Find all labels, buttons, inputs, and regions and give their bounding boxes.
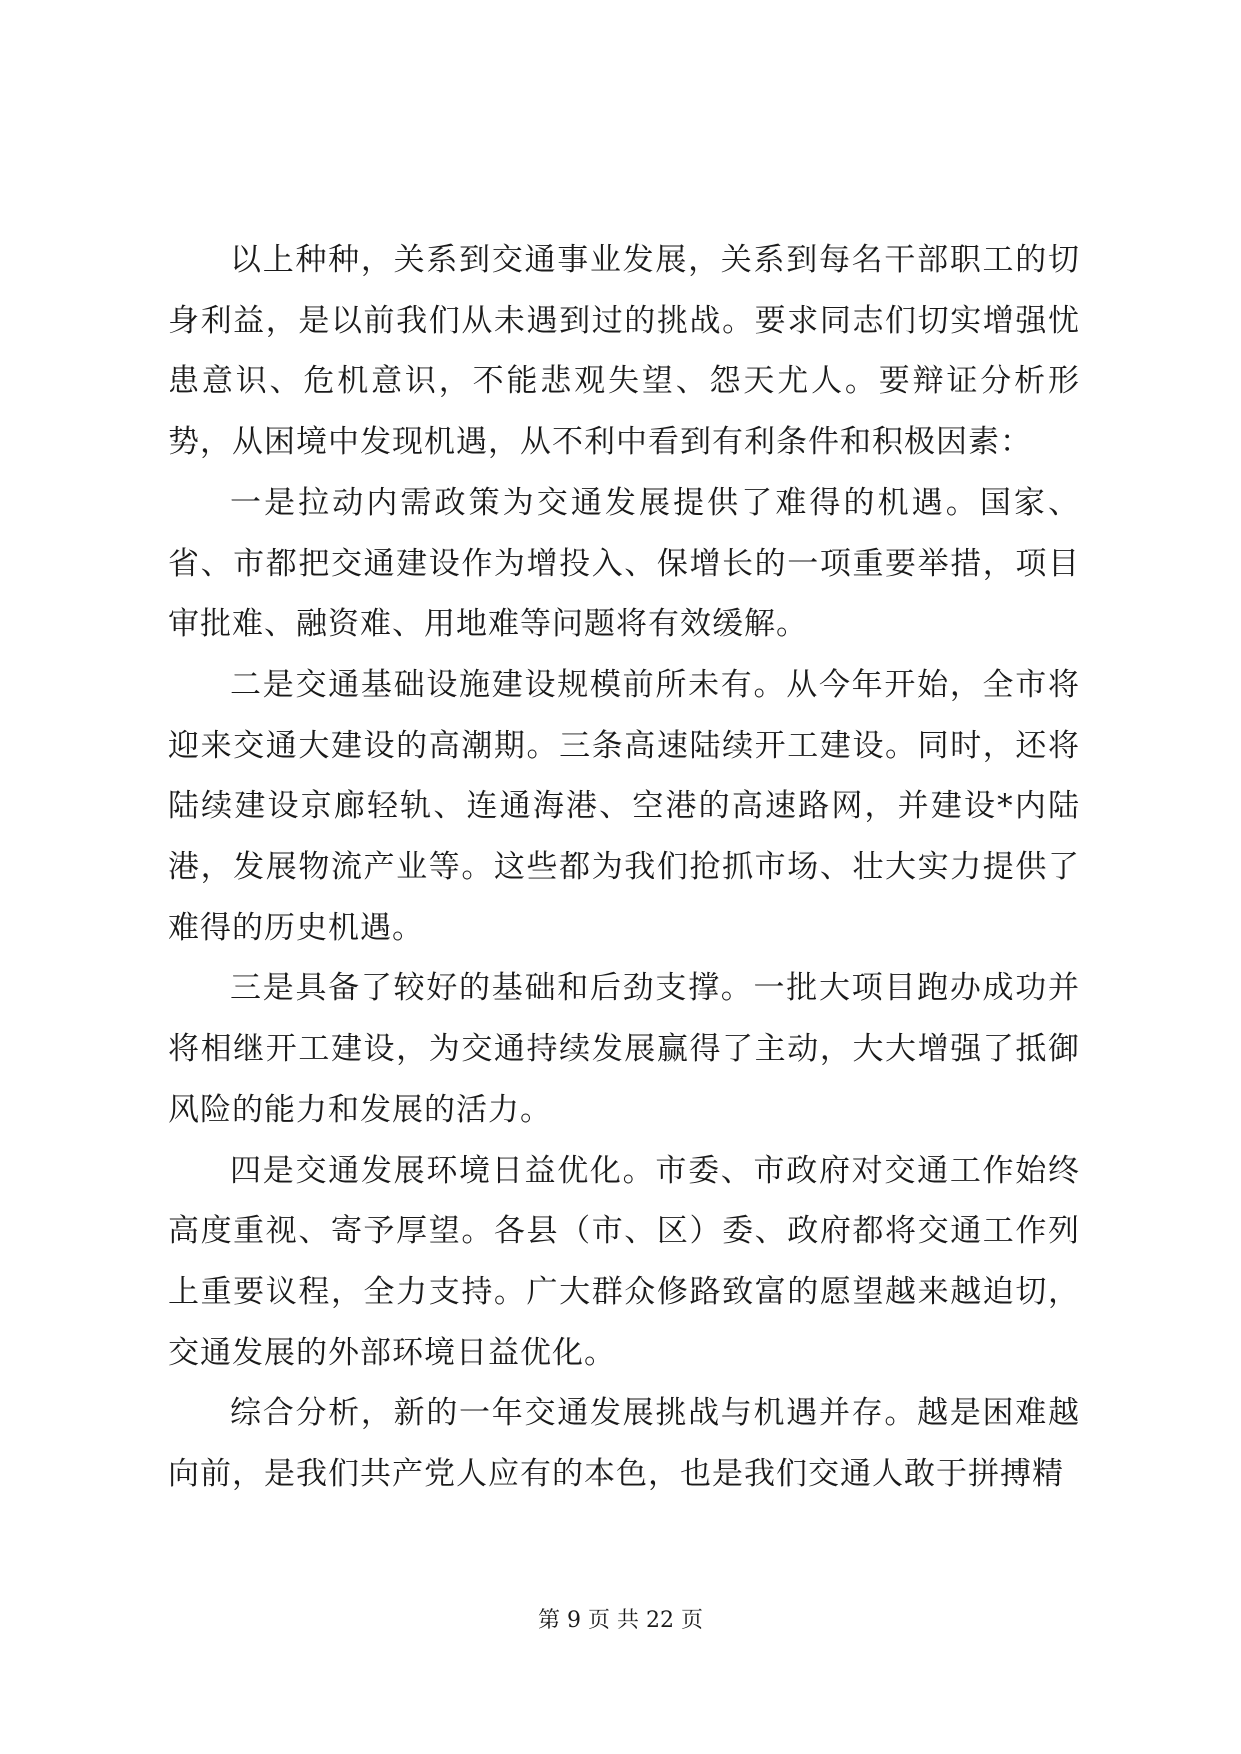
paragraph-point-one: 一是拉动内需政策为交通发展提供了难得的机遇。国家、省、市都把交通建设作为增投入、保增长的一项重要举措，项目审批难、融资难、用地难等问题将有效缓解。	[168, 484, 1080, 643]
document-body	[168, 230, 1080, 1505]
paragraph-point-two: 二是交通基础设施建设规模前所未有。从今年开始，全市将迎来交通大建设的高潮期。三条高速陆续开工建设。同时，还将陆续建设京廊轻轨、连通海港、空港的高速路网，并建设*内陆港，发展物流产业等。这些都为我们抢抓市场、壮大实力提供了难得的历史机遇。	[168, 666, 1080, 946]
paragraph-situation-analysis: 以上种种，关系到交通事业发展，关系到每名干部职工的切身利益，是以前我们从未遇到过的挑战。要求同志们切实增强忧患意识、危机意识，不能悲观失望、怨天尤人。要辩证分析形势，从困境中发现机遇，从不利中看到有利条件和积极因素：	[168, 242, 1080, 461]
paragraph-summary: 综合分析，新的一年交通发展挑战与机遇并存。越是困难越向前，是我们共产党人应有的本色，也是我们交通人敢于拼搏精	[168, 1395, 1080, 1493]
page-number-footer: 第 9 页 共 22 页	[538, 1608, 703, 1633]
paragraph-point-four: 四是交通发展环境日益优化。市委、市政府对交通工作始终高度重视、寄予厚望。各县（市、区）委、政府都将交通工作列上重要议程，全力支持。广大群众修路致富的愿望越来越迫切，交通发展的外部环境日益优化。	[168, 1152, 1080, 1371]
paragraph-point-three: 三是具备了较好的基础和后劲支撑。一批大项目跑办成功并将相继开工建设，为交通持续发展赢得了主动，大大增强了抵御风险的能力和发展的活力。	[168, 970, 1080, 1128]
